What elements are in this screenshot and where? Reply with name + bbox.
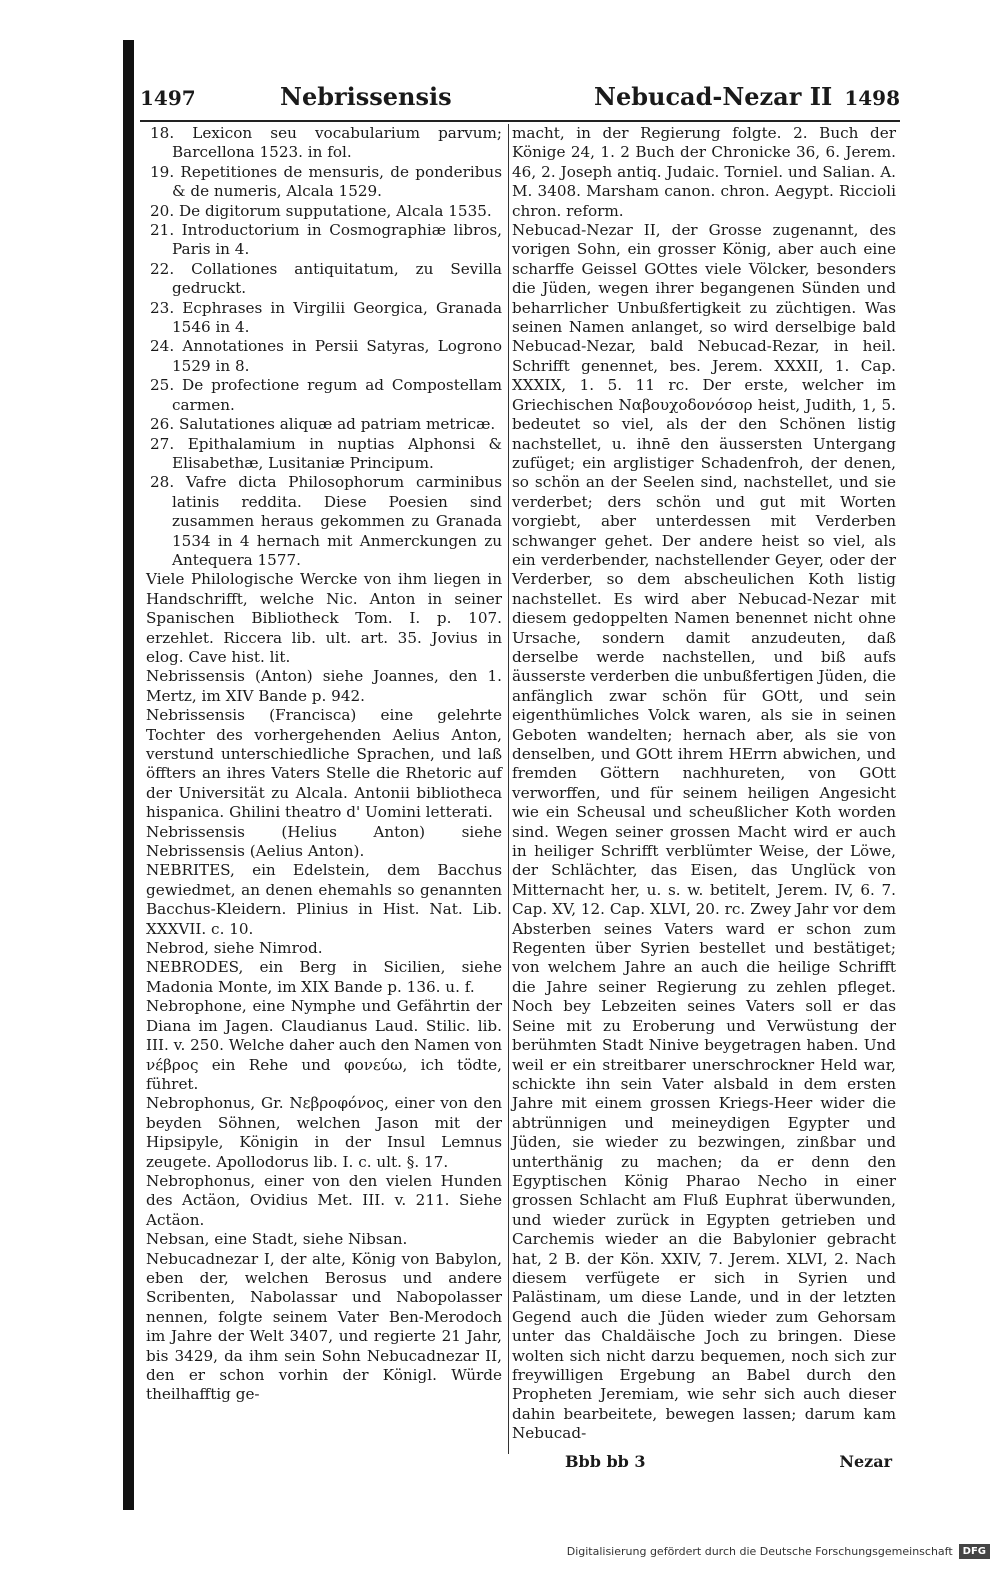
entry-22: 22. Collationes antiquitatum, zu Sevilla gedruckt. <box>150 259 502 298</box>
digitization-footer <box>567 1544 990 1559</box>
header-word-right: Nebucad-Nezar II <box>594 82 833 111</box>
page-number-right: 1498 <box>844 86 900 110</box>
entry-nebrodes: NEBRODES, ein Berg in Sicilien, siehe Madonia Monte, im XIX Bande p. 136. u. f. <box>146 958 502 996</box>
entry-nebrissensis-francisca: Nebrissensis (Francisca) eine gelehrte Tochter des vorhergehenden Aelius Anton, verstund unterschiedliche Sprachen, und laß öffters an ihres Vaters Stelle die Rhetoric auf der Universität zu Alcala. Antonii bibliotheca hispanica. Ghilini theatro d' Uomini letterati. <box>146 706 502 822</box>
entry-nebucadnezar-1: Nebucadnezar I, der alte, König von Babylon, eben der, welchen Berosus und andere Scribenten, Nabolassar und Nabopolasser nennen, folgte seinem Vater Ben-Merodoch im Jahre der Welt 3407, und regierte 21 Jahr, bis 3429, da ihm sein Sohn Nebucadnezar II, den er schon vorhin der Königl. Würde theilhafftig ge- <box>146 1249 502 1404</box>
entry-21: 21. Introductorium in Cosmographiæ libros, Paris in 4. <box>150 221 502 259</box>
entry-26: 26. Salutationes aliquæ ad patriam metricæ. <box>150 415 496 434</box>
entry-nebrissensis-anton: Nebrissensis (Anton) siehe Joannes, den 1. Mertz, im XIV Bande p. 942. <box>146 667 502 705</box>
entry-nebrophonus-2: Nebrophonus, einer von den vielen Hunden des Actäon, Ovidius Met. III. v. 211. Siehe Actäon. <box>146 1171 502 1229</box>
entry-28: 28. Vafre dicta Philosophorum carminibus latinis reddita. Diese Poesien sind zusammen heraus gekommen zu Granada 1534 in 4 hernach mit Anmerckungen zu Antequera 1577. <box>150 473 502 569</box>
entry-18: 18. Lexicon seu vocabularium parvum; Barcellona 1523. in fol. <box>150 124 502 162</box>
entry-20: 20. De digitorum supputatione, Alcala 1535. <box>150 201 492 220</box>
right-column <box>512 124 896 1444</box>
signature-mark: Bbb bb 3 <box>565 1452 646 1471</box>
page-number-left: 1497 <box>140 86 196 110</box>
footer-credit: Digitalisierung gefördert durch die Deutsche Forschungsgemeinschaft <box>566 1545 953 1558</box>
entry-19: 19. Repetitiones de mensuris, de ponderibus & de numeris, Alcala 1529. <box>150 162 502 201</box>
header-word-left: Nebrissensis <box>280 82 452 111</box>
entry-27: 27. Epithalamium in nuptias Alphonsi & Elisabethæ, Lusitaniæ Principum. <box>150 434 502 472</box>
entry-25: 25. De profectione regum ad Compostellam carmen. <box>150 376 502 414</box>
left-column <box>146 124 502 1405</box>
binding-edge <box>123 40 134 1510</box>
entry-nebrophonus-1: Nebrophonus, Gr. Νεβροφόνος, einer von den beyden Söhnen, welchen Jason mit der Hipsipyle, Königin in der Insul Lemnus zeugete. Apollodorus lib. I. c. ult. §. 17. <box>146 1094 502 1171</box>
entry-manuscripts: Viele Philologische Wercke von ihm liegen in Handschrifft, welche Nic. Anton in seiner Spanischen Bibliotheck Tom. I. p. 107. erzehlet. Riccera lib. ult. art. 35. Jovius in elog. Cave hist. lit. <box>146 570 502 666</box>
entry-24: 24. Annotationes in Persii Satyras, Logrono 1529 in 8. <box>150 337 502 375</box>
entry-nebrophone: Nebrophone, eine Nymphe und Gefährtin der Diana im Jagen. Claudianus Laud. Stilic. lib. III. v. 250. Welche daher auch den Namen von νέβρος ein Rehe und φονεύω, ich tödte, führet. <box>146 997 502 1093</box>
header-rule <box>140 120 900 122</box>
entry-nebrod: Nebrod, siehe Nimrod. <box>146 939 323 958</box>
entry-nebrites: NEBRITES, ein Edelstein, dem Bacchus gewiedmet, an denen ehemahls so genannten Bacchus-Kleidern. Plinius in Hist. Nat. Lib. XXXVII. c. 10. <box>146 861 502 938</box>
entry-nebrissensis-helius: Nebrissensis (Helius Anton) siehe Nebrissensis (Aelius Anton). <box>146 822 502 861</box>
column-rule <box>508 124 509 1454</box>
entry-nebsan: Nebsan, eine Stadt, siehe Nibsan. <box>146 1230 408 1249</box>
catchword: Nezar <box>839 1452 892 1471</box>
entry-continuation: macht, in der Regierung folgte. 2. Buch der Könige 24, 1. 2 Buch der Chronicke 36, 6. Jerem. 46, 2. Joseph antiq. Judaic. Torniel. und Salian. A. M. 3408. Marsham canon. chron. Aegypt. Riccioli chron. reform. <box>512 124 896 220</box>
dfg-logo: DFG <box>959 1544 990 1559</box>
entry-nebucad-nezar-2: Nebucad-Nezar II, der Grosse zugenannt, des vorigen Sohn, ein grosser König, aber auch eine scharffe Geissel GOttes viele Völcker, besonders die Jüden, wegen ihrer begangenen Sünden und beharrlicher Unbußfertigkeit zu züchtigen. Was seinen Namen anlanget, so wird derselbige bald Nebucad-Nezar, bald Nebucad-Rezar, in heil. Schrifft genennet, bes. Jerem. XXXII, 1. Cap. XXXIX, 1. 5. 11 rc. Der erste, welcher im Griechischen Ναβουχοδονόσορ heist, Judith, 1, 5. bedeutet so viel, als der den Schönen listig nachstellet, u. ihnē den äussersten Untergang zufüget; ein arglistiger Schadenfroh, der denen, so schön an der Seelen sind, nachstellet, und sie verderbet; ders schön und gut mit Worten vorgiebt, aber unterdessen mit Verderben schwanger gehet. Der andere heist so viel, als ein verderbender, nachstellender Geyer, oder der Verderber, so dem abscheulichen Koth listig nachstellet. Es wird aber Nebucad-Nezar mit diesem gedoppelten Namen benennet nicht ohne Ursache, sondern damit anzudeuten, daß derselbe werde nachstellen, und biß aufs äusserste verderben die unbußfertigen Jüden, die anfänglich zwar schön für GOtt, und sein eigenthümliches Volck waren, als sie in seinen Geboten wandelten; hernach aber, als sie von denselben, und GOtt ihrem HErrn abwichen, und fremden Göttern nachhureten, von GOtt verworffen, und für seinem heiligen Angesicht wie ein Scheusal und scheußlicher Koth worden sind. Wegen seiner grossen Macht wird er auch in heiliger Schrifft verblümter Weise, der Löwe, der Schlächter, das Eisen, das Unglück von Mitternacht her, u. s. w. betitelt, Jerem. IV, 6. 7. Cap. XV, 12. Cap. XLVI, 20. rc. Zwey Jahr vor dem Absterben seines Vaters ward er schon zum Regenten über Syrien bestellet und bestätiget; von welchem Jahre an auch die heilige Schrifft die Jahre seiner Regierung zu zehlen pfleget. Noch bey Lebzeiten seines Vaters soll er das Seine mit zu Eroberung und Verwüstung der berühmten Stadt Ninive beygetragen haben. Und weil er ein streitbarer unerschrockner Held war, schickte ihn sein Vater alsbald in dem ersten Jahre mit einem grossen Kriegs-Heer wider die abtrünnigen und meineydigen Egypter und Jüden, sie wieder zu bezwingen, zinßbar und unterthänig zu machen; da er denn den Egyptischen König Pharao Necho in einer grossen Schlacht am Fluß Euphrat überwunden, und wieder zurück in Egypten getrieben und Carchemis wieder an die Babylonier gebracht hat, 2 B. der Kön. XXIV, 7. Jerem. XLVI, 2. Nach diesem verfügete er sich in Syrien und Palästinam, um diese Lande, und in der letzten Gegend auch die Jüden wieder zum Gehorsam unter das Chaldäische Joch zu bringen. Diese wolten sich nicht darzu bequemen, noch sich zur freywilligen Ergebung an Babel durch den Propheten Jeremiam, wie sehr sich auch dieser dahin bearbeitete, bewegen lassen; darum kam Nebucad- <box>512 221 896 1443</box>
entry-23: 23. Ecphrases in Virgilii Georgica, Granada 1546 in 4. <box>150 298 502 337</box>
